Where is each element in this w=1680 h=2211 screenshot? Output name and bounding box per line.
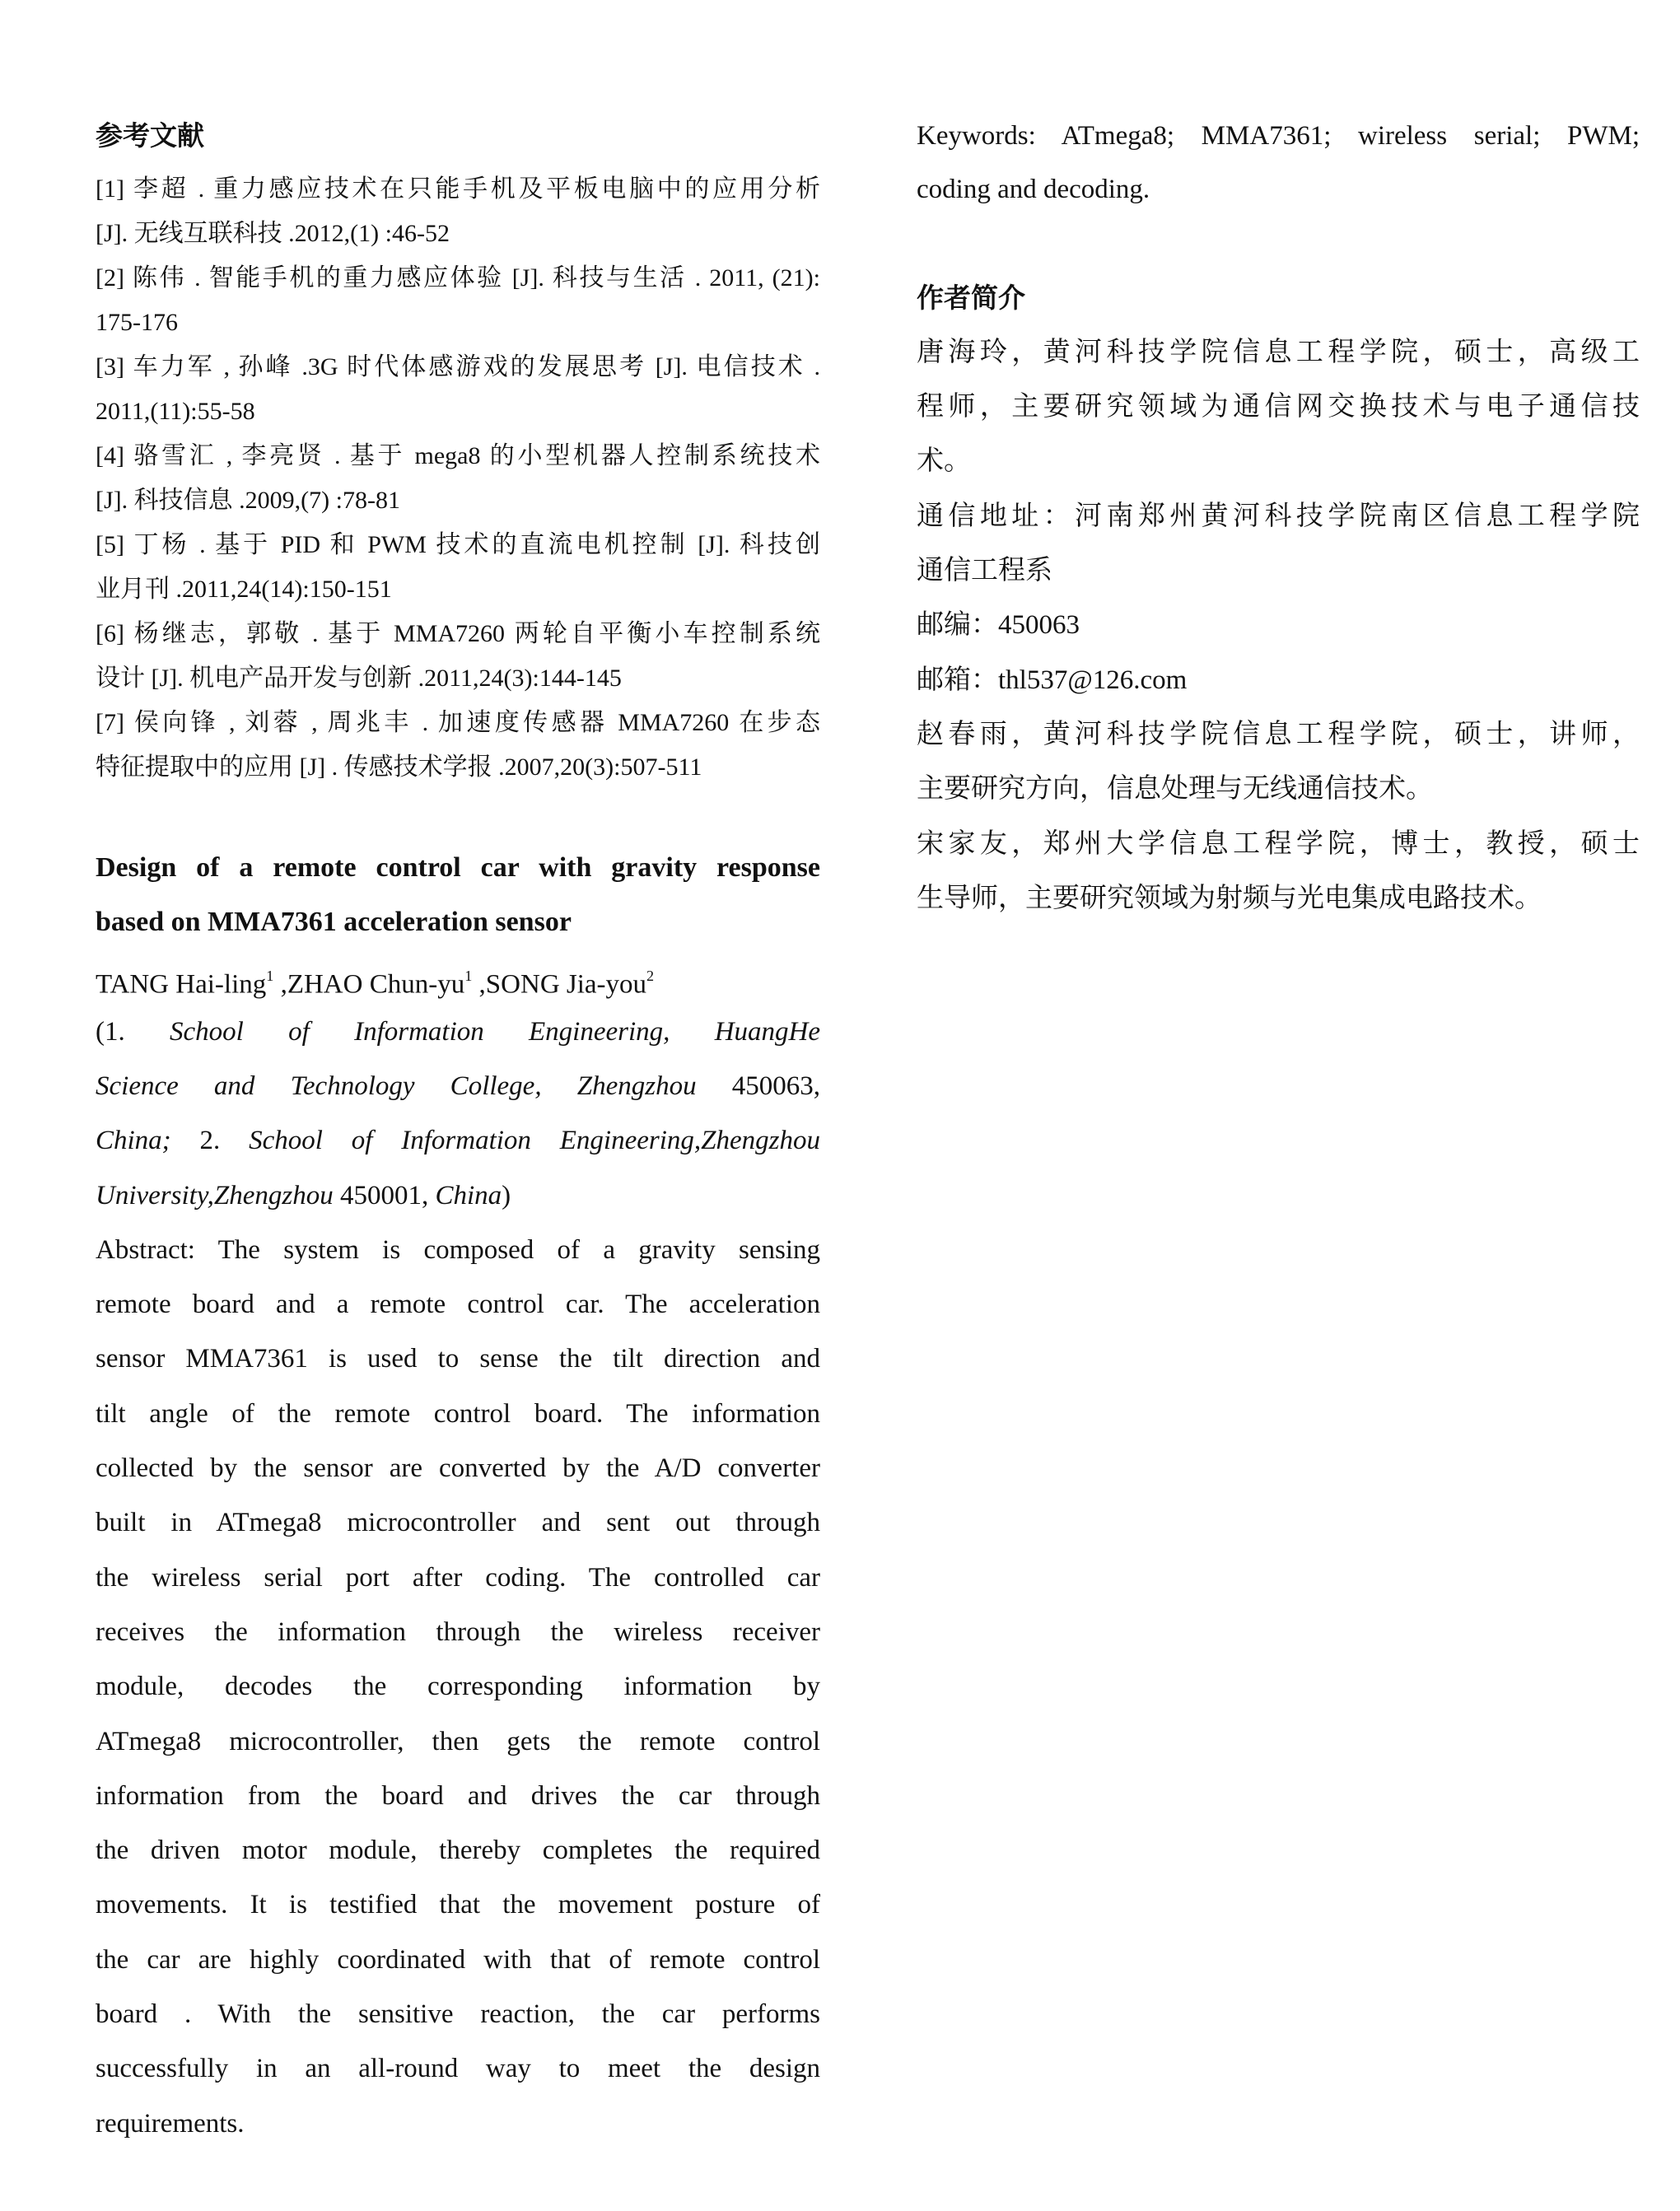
references-heading: 参考文献: [96, 119, 204, 152]
text-segment: ,SONG Jia-you: [472, 969, 647, 1000]
reference-line: 2011,(11):55-58: [96, 398, 255, 425]
abstract-line: module, decodes the corresponding information by: [96, 1672, 820, 1702]
reference-line: [6] 杨继志，郭敬 . 基于 MMA7260 两轮自平衡小车控制系统: [96, 620, 820, 647]
abstract-line: sensor MMA7361 is used to sense the tilt direction and: [96, 1344, 820, 1374]
reference-line: [1] 李超 . 重力感应技术在只能手机及平板电脑中的应用分析: [96, 175, 820, 203]
author-bio-line: 生导师，主要研究领域为射频与光电集成电路技术。: [917, 883, 1542, 913]
abstract-line: successfully in an all-round way to meet the design: [96, 2054, 820, 2084]
keywords-line: Keywords: ATmega8; MMA7361; wireless serial; PWM;: [917, 120, 1640, 151]
author-bio-line: 赵春雨，黄河科技学院信息工程学院，硕士，讲师，: [917, 719, 1640, 749]
text-segment: 450063,: [696, 1071, 820, 1102]
text-segment: (1.: [96, 1016, 170, 1047]
affiliation-line: [96, 1168, 820, 1223]
paper-title-line: based on MMA7361 acceleration sensor: [96, 907, 572, 937]
abstract-line: requirements.: [96, 2108, 245, 2139]
abstract-line: tilt angle of the remote control board. The information: [96, 1398, 820, 1429]
author-bio-line: 通信地址：河南郑州黄河科技学院南区信息工程学院: [917, 501, 1640, 531]
reference-line: [J]. 科技信息 .2009,(7) :78-81: [96, 487, 400, 514]
affiliation-line: [96, 1113, 820, 1168]
reference-line: 业月刊 .2011,24(14):150-151: [96, 576, 392, 603]
abstract-line: collected by the sensor are converted by the A/D converter: [96, 1453, 820, 1484]
reference-line: 设计 [J]. 机电产品开发与创新 .2011,24(3):144-145: [96, 665, 622, 692]
reference-line: [7] 侯向锋 , 刘蓉 , 周兆丰 . 加速度传感器 MMA7260 在步态: [96, 709, 820, 736]
text-segment: Science and Technology College, Zhengzhou: [96, 1071, 697, 1102]
abstract-line: ATmega8 microcontroller, then gets the remote control: [96, 1726, 820, 1756]
author-bio-line: 通信工程系: [917, 556, 1052, 586]
reference-line: 175-176: [96, 309, 178, 336]
paper-title-line: Design of a remote control car with gravity response: [96, 852, 820, 883]
affiliation-superscript: 2: [646, 968, 655, 984]
abstract-line: the car are highly coordinated with that of remote control: [96, 1944, 820, 1975]
abstract-line: movements. It is testified that the movement posture of: [96, 1890, 820, 1920]
keywords-line: coding and decoding.: [917, 174, 1150, 204]
reference-line: 特征提取中的应用 [J] . 传感技术学报 .2007,20(3):507-511: [96, 753, 702, 781]
abstract-line: receives the information through the wireless receiver: [96, 1616, 820, 1647]
affiliation-line: [96, 1059, 820, 1113]
affiliation-line: [96, 1005, 820, 1059]
author-bio-line: 宋家友，郑州大学信息工程学院，博士，教授，硕士: [917, 828, 1640, 859]
abstract-line: remote board and a remote control car. The acceleration: [96, 1290, 820, 1320]
text-segment: 450001,: [333, 1180, 436, 1210]
abstract-line: the wireless serial port after coding. The controlled car: [96, 1562, 820, 1593]
text-segment: TANG Hai-ling: [96, 969, 267, 1000]
reference-line: [5] 丁杨 . 基于 PID 和 PWM 技术的直流电机控制 [J]. 科技创: [96, 531, 820, 558]
abstract-line: information from the board and drives the car through: [96, 1780, 820, 1811]
text-segment: ): [502, 1180, 511, 1210]
author-bio-heading: 作者简介: [917, 282, 1025, 314]
text-segment: University,Zhengzhou: [96, 1180, 334, 1210]
text-segment: ,ZHAO Chun-yu: [273, 969, 465, 1000]
text-segment: 2.: [170, 1126, 250, 1156]
author-line: [96, 949, 820, 1003]
abstract-line: built in ATmega8 microcontroller and sent out through: [96, 1508, 820, 1538]
text-segment: School of Information Engineering,Zhengzhou: [249, 1126, 820, 1156]
author-bio-line: 邮编：450063: [917, 610, 1080, 641]
affiliation-superscript: 1: [464, 968, 473, 984]
text-segment: China: [435, 1180, 502, 1210]
affiliation-superscript: 1: [266, 968, 274, 984]
reference-line: [4] 骆雪汇 , 李亮贤 . 基于 mega8 的小型机器人控制系统技术: [96, 442, 820, 469]
reference-line: [2] 陈伟 . 智能手机的重力感应体验 [J]. 科技与生活 . 2011, (21):: [96, 264, 820, 292]
abstract-line: Abstract: The system is composed of a gravity sensing: [96, 1234, 820, 1265]
abstract-line: the driven motor module, thereby completes the required: [96, 1836, 820, 1866]
text-segment: School of Information Engineering, HuangHe: [170, 1016, 820, 1047]
author-bio-line: 唐海玲，黄河科技学院信息工程学院，硕士，高级工: [917, 337, 1640, 367]
author-bio-line: 主要研究方向，信息处理与无线通信技术。: [917, 774, 1433, 805]
reference-line: [3] 车力军 , 孙峰 .3G 时代体感游戏的发展思考 [J]. 电信技术 .: [96, 353, 820, 380]
abstract-line: board . With the sensitive reaction, the car performs: [96, 1999, 820, 2030]
author-bio-line: 邮箱：thl537@126.com: [917, 665, 1188, 695]
reference-line: [J]. 无线互联科技 .2012,(1) :46-52: [96, 220, 450, 247]
text-segment: China;: [96, 1126, 171, 1156]
author-bio-line: 程师，主要研究领域为通信网交换技术与电子通信技: [917, 392, 1640, 422]
author-bio-line: 术。: [917, 446, 971, 477]
